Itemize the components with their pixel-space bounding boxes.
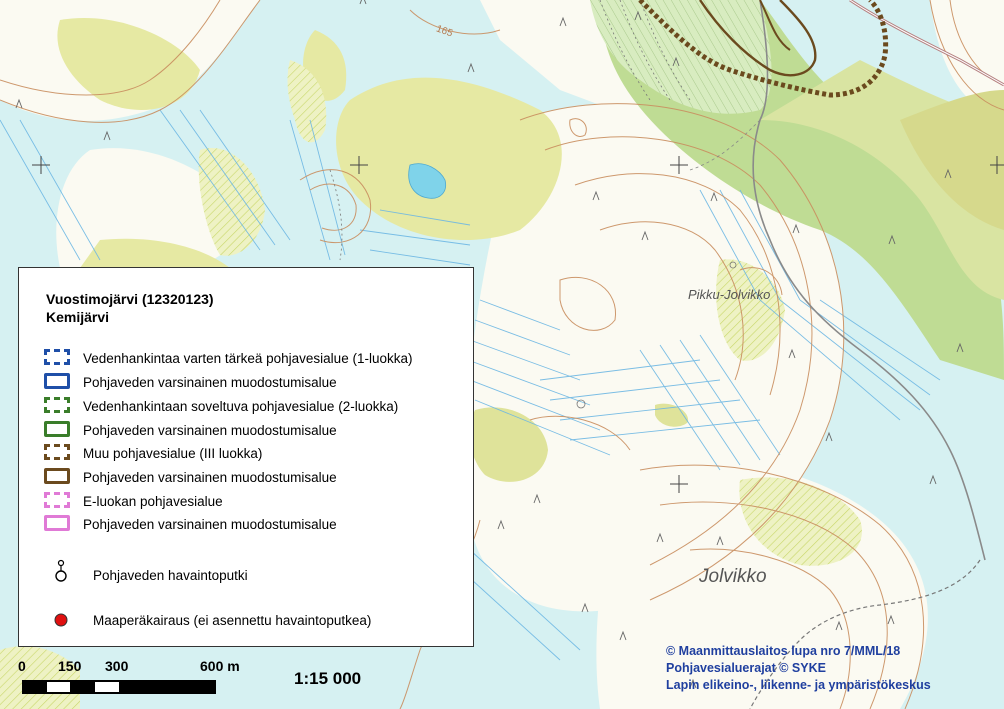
legend-title-municipality: Kemijärvi xyxy=(46,309,110,325)
map-legend xyxy=(18,267,474,647)
contour-label: 165 xyxy=(434,23,455,40)
class1-box-symbol xyxy=(41,371,75,393)
legend-item-drilling: Maaperäkairaus (ei asennettu havaintoputkea) xyxy=(41,609,371,631)
legend-title-area: Vuostimojärvi (12320123) xyxy=(46,291,214,307)
legend-title xyxy=(46,290,214,326)
legend-item-class2-formation: Pohjaveden varsinainen muodostumisalue xyxy=(41,419,337,441)
drilling-point-icon xyxy=(41,609,75,631)
credit-ely: Lapin elikeino-, liikenne- ja ympäristökeskus xyxy=(666,678,931,692)
class2-hatch-symbol xyxy=(41,395,75,417)
map-credits xyxy=(666,643,931,694)
legend-item-class3-formation: Pohjaveden varsinainen muodostumisalue xyxy=(41,466,337,488)
legend-item-observation-tube: Pohjaveden havaintoputki xyxy=(41,564,248,586)
legend-item-class1-area: Vedenhankintaa varten tärkeä pohjavesialue (1-luokka) xyxy=(41,347,412,369)
legend-item-class3-area: Muu pohjavesialue (III luokka) xyxy=(41,442,262,464)
scale-bar-graphic xyxy=(22,680,222,696)
scale-ratio: 1:15 000 xyxy=(294,669,362,688)
legend-item-classE-area: E-luokan pohjavesialue xyxy=(41,490,223,512)
class2-box-symbol xyxy=(41,419,75,441)
scale-bar xyxy=(18,656,278,701)
place-label-pikku-jolvikko: Pikku-Jolvikko xyxy=(688,287,771,302)
legend-item-class1-formation: Pohjaveden varsinainen muodostumisalue xyxy=(41,371,337,393)
classE-hatch-symbol xyxy=(41,490,75,512)
scale-tick-600: 600 m xyxy=(200,658,240,674)
legend-item-classE-formation: Pohjaveden varsinainen muodostumisalue xyxy=(41,513,337,535)
scale-tick-0: 0 xyxy=(18,658,26,674)
scale-tick-150: 150 xyxy=(58,658,82,674)
class3-hatch-symbol xyxy=(41,442,75,464)
scale-tick-300: 300 xyxy=(105,658,129,674)
class3-box-symbol xyxy=(41,466,75,488)
legend-item-class2-area: Vedenhankintaan soveltuva pohjavesialue (2-luokka) xyxy=(41,395,398,417)
place-label-jolvikko: Jolvikko xyxy=(699,566,767,587)
observation-tube-icon xyxy=(41,564,75,586)
classE-box-symbol xyxy=(41,513,75,535)
class1-hatch-symbol xyxy=(41,347,75,369)
credit-syke: Pohjavesialuerajat © SYKE xyxy=(666,661,826,675)
credit-mml: © Maanmittauslaitos lupa nro 7/MML/18 xyxy=(666,644,901,658)
